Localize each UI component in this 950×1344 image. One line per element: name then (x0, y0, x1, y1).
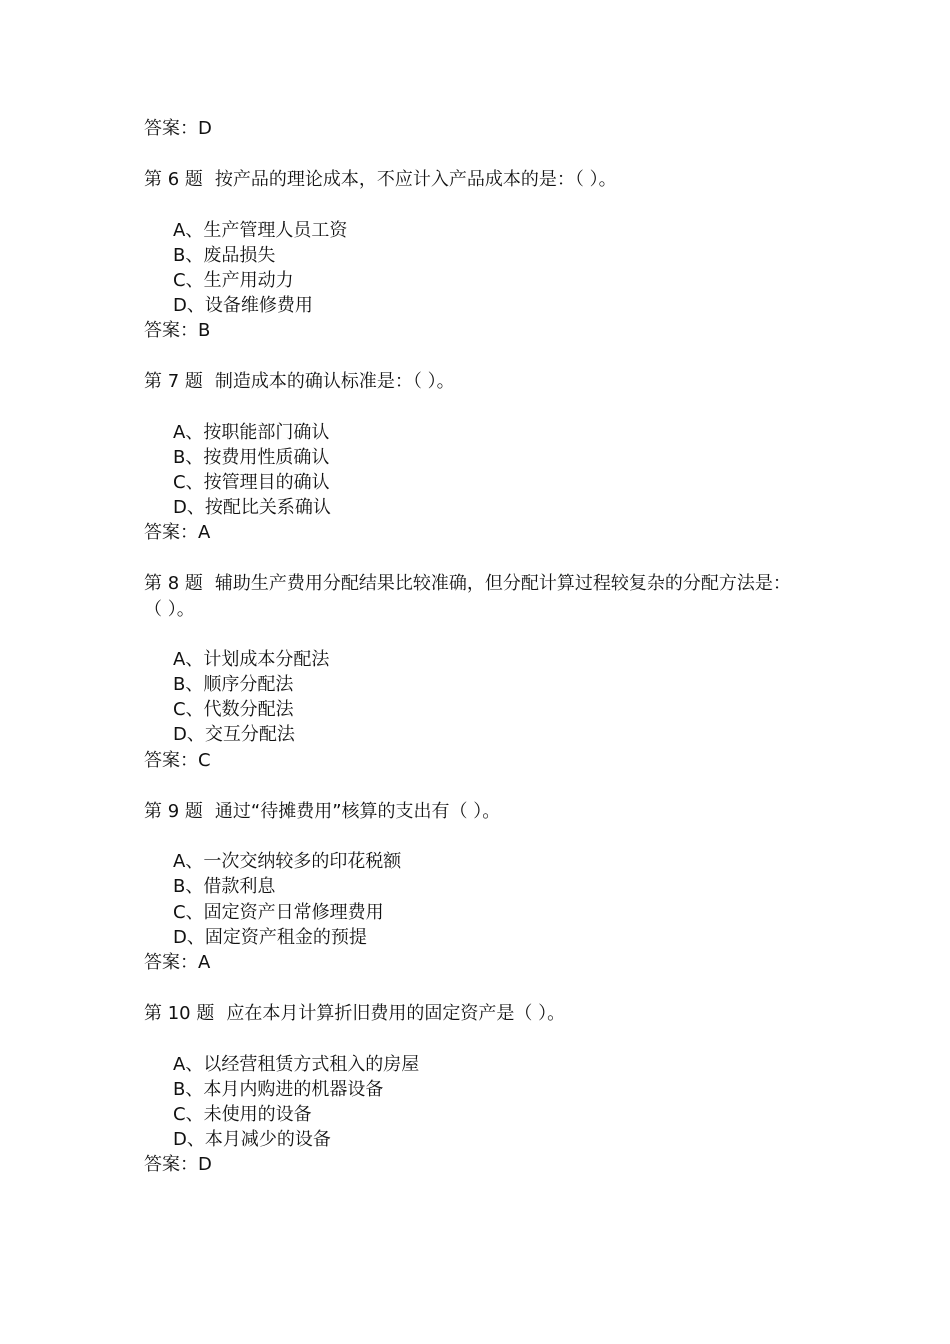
question-8-stem (144, 571, 791, 596)
option-d: D、固定资产租金的预提 (173, 927, 367, 948)
question-7-stem (144, 369, 455, 394)
question-10-stem (144, 1001, 565, 1026)
question-number: 第 6 题 (144, 169, 203, 190)
option-c: C、未使用的设备 (173, 1104, 312, 1125)
option-a: A、计划成本分配法 (173, 649, 330, 670)
question-text: 辅助生产费用分配结果比较准确，但分配计算过程较复杂的分配方法是： (214, 573, 791, 594)
option-b: B、按费用性质确认 (173, 447, 330, 468)
question-8-stem-continued: （ ）。 (144, 599, 195, 620)
question-number: 第 9 题 (144, 801, 203, 822)
option-c: C、按管理目的确认 (173, 472, 330, 493)
option-c: C、固定资产日常修理费用 (173, 902, 384, 923)
answer-q5: 答案：D (144, 118, 212, 139)
option-d: D、按配比关系确认 (173, 497, 331, 518)
answer-q10: 答案：D (144, 1154, 212, 1175)
question-number: 第 7 题 (144, 371, 203, 392)
answer-q7: 答案：A (144, 522, 211, 543)
question-text: 应在本月计算折旧费用的固定资产是（ ）。 (226, 1003, 566, 1024)
question-number: 第 8 题 (144, 573, 203, 594)
question-6-stem (144, 167, 617, 192)
question-number: 第 10 题 (144, 1003, 215, 1024)
question-text: 制造成本的确认标准是：（ ）。 (214, 371, 455, 392)
option-d: D、设备维修费用 (173, 295, 313, 316)
answer-q8: 答案：C (144, 750, 211, 771)
option-c: C、生产用动力 (173, 270, 294, 291)
option-b: B、顺序分配法 (173, 674, 294, 695)
answer-q6: 答案：B (144, 320, 211, 341)
option-a: A、以经营租赁方式租入的房屋 (173, 1054, 420, 1075)
option-a: A、一次交纳较多的印花税额 (173, 851, 402, 872)
answer-q9: 答案：A (144, 952, 211, 973)
option-b: B、废品损失 (173, 245, 276, 266)
option-a: A、按职能部门确认 (173, 422, 330, 443)
option-d: D、交互分配法 (173, 724, 295, 745)
option-b: B、本月内购进的机器设备 (173, 1079, 384, 1100)
option-a: A、生产管理人员工资 (173, 220, 348, 241)
question-9-stem (144, 799, 500, 824)
option-c: C、代数分配法 (173, 699, 294, 720)
question-text: 通过“待摊费用”核算的支出有（ ）。 (214, 801, 501, 822)
option-b: B、借款利息 (173, 876, 276, 897)
question-text: 按产品的理论成本，不应计入产品成本的是：（ ）。 (214, 169, 617, 190)
option-d: D、本月减少的设备 (173, 1129, 331, 1150)
